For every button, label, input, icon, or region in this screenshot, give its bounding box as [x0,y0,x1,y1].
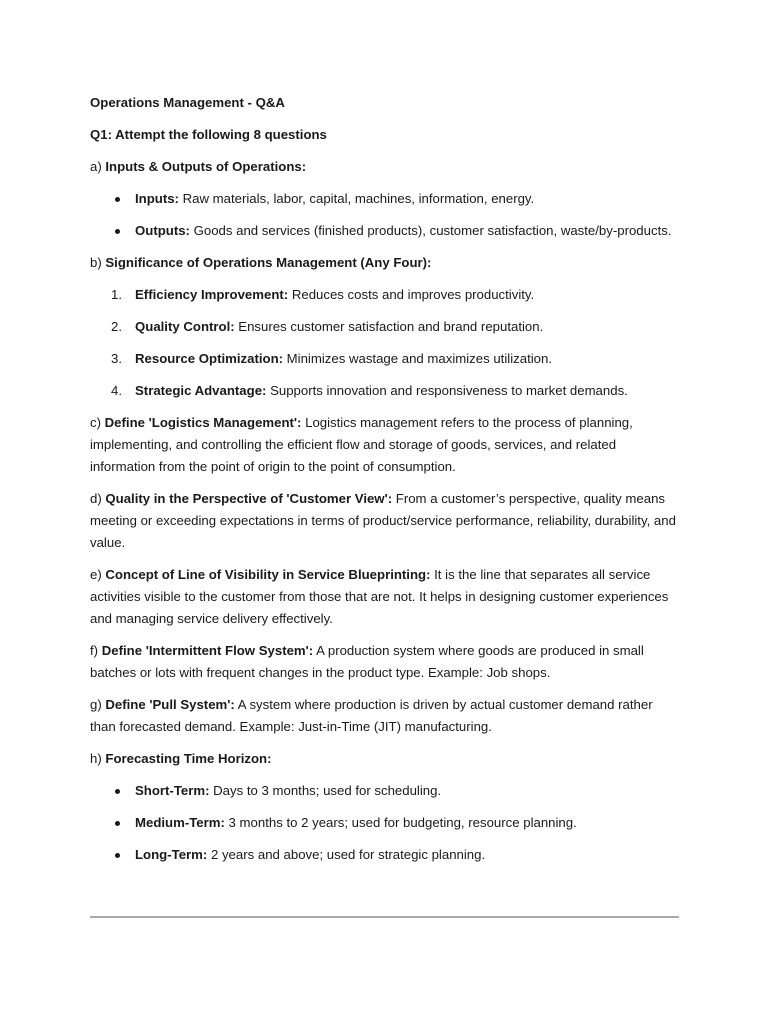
section-b-list [90,284,680,402]
section-a-heading: a) Inputs & Outputs of Operations: [90,159,307,174]
section-a-list [90,188,680,242]
question-instruction: Q1: Attempt the following 8 questions [90,127,327,142]
section-d: d) Quality in the Perspective of 'Customer View': From a customer’s perspective, quality means meeting or exceeding expectations in terms of product/service performance, reliability, durability, and value. [90,491,676,550]
list-item: 3. Resource Optimization: Minimizes wastage and maximizes utilization. [111,351,552,366]
section-h-list [90,780,680,866]
list-item: Inputs: Raw materials, labor, capital, machines, information, energy. [90,188,680,210]
list-item: Medium-Term: 3 months to 2 years; used for budgeting, resource planning. [90,812,680,834]
section-c: c) Define 'Logistics Management': Logistics management refers to the process of planning, implementing, and controlling the efficient flow and storage of goods, services, and related information from the point of origin to the point of consumption. [90,415,633,474]
bullet-icon [115,197,120,202]
document-body [90,92,680,876]
bullet-icon [115,229,120,234]
list-item: Outputs: Goods and services (finished products), customer satisfaction, waste/by-products. [90,220,680,242]
bullet-icon [115,789,120,794]
list-item: 1. Efficiency Improvement: Reduces costs and improves productivity. [111,287,535,302]
document-title: Operations Management - Q&A [90,95,285,110]
horizontal-divider [90,916,679,918]
list-item: Long-Term: 2 years and above; used for strategic planning. [90,844,680,866]
section-b-heading: b) Significance of Operations Management (Any Four): [90,255,432,270]
section-g: g) Define 'Pull System': A system where production is driven by actual customer demand rather than forecasted demand. Example: Just-in-Time (JIT) manufacturing. [90,697,653,734]
section-e: e) Concept of Line of Visibility in Service Blueprinting: It is the line that separates all service activities visible to the customer from those that are not. It helps in designing customer experiences and managing service delivery effectively. [90,567,669,626]
bullet-icon [115,821,120,826]
section-f: f) Define 'Intermittent Flow System': A production system where goods are produced in small batches or lots with frequent changes in the product type. Example: Job shops. [90,643,644,680]
list-item: Short-Term: Days to 3 months; used for scheduling. [90,780,680,802]
bullet-icon [115,853,120,858]
list-item: 4. Strategic Advantage: Supports innovation and responsiveness to market demands. [111,383,628,398]
list-item: 2. Quality Control: Ensures customer satisfaction and brand reputation. [111,319,544,334]
section-h-heading: h) Forecasting Time Horizon: [90,751,272,766]
